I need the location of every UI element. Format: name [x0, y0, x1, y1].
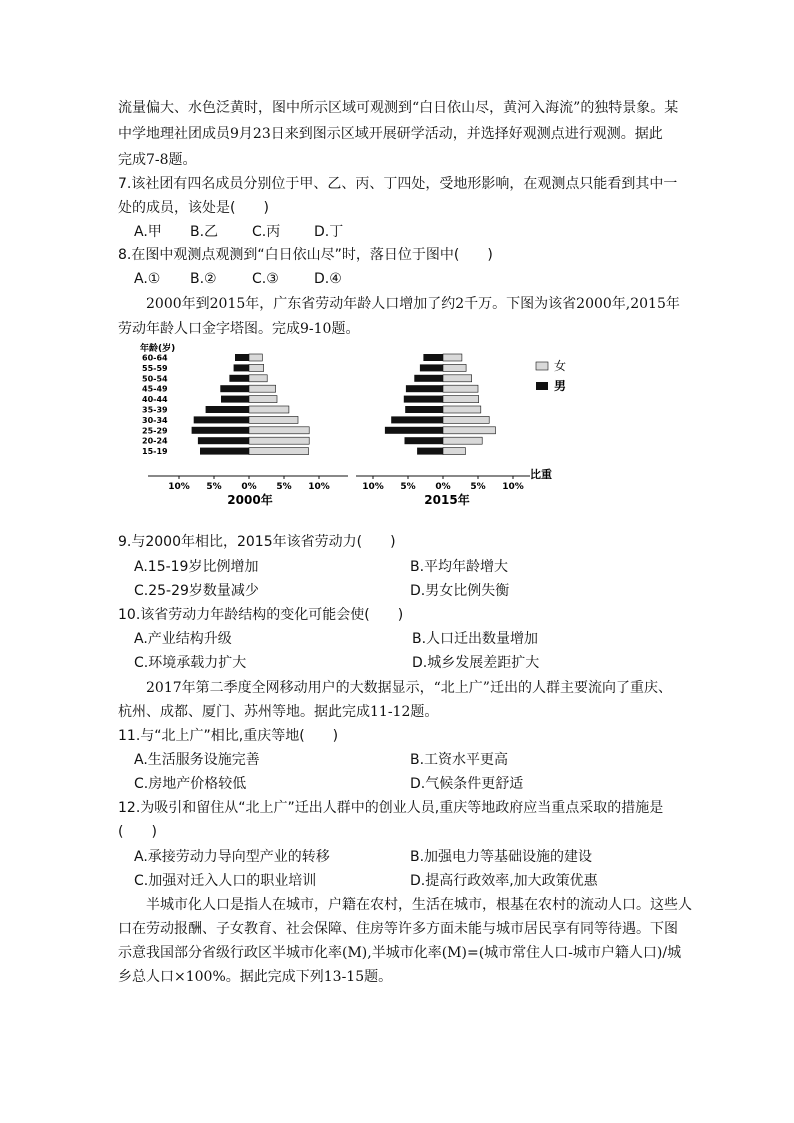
age-tick-label: 20-24 — [142, 436, 168, 446]
bar-female — [443, 437, 482, 444]
question-7-option-c[interactable]: C.丙 — [252, 224, 281, 240]
question-12-stem: 12.为吸引和留住从“北上广”迁出人群中的创业人员,重庆等地政府应当重点采取的措施是 — [118, 800, 664, 816]
pyramid-2015 — [385, 354, 496, 455]
x-tick-label: 10% — [308, 482, 330, 492]
age-tick-label: 30-34 — [142, 415, 168, 425]
question-7-option-d[interactable]: D.丁 — [314, 224, 344, 240]
bar-male — [404, 396, 443, 403]
bar-male — [423, 354, 443, 361]
bar-male — [220, 385, 249, 392]
bar-male — [221, 396, 249, 403]
question-12-option-b[interactable]: B.加强电力等基础设施的建设 — [410, 849, 593, 865]
bar-male — [405, 406, 443, 413]
bar-male — [405, 437, 444, 444]
intro-text-line: 半城市化人口是指人在城市，户籍在农村，生活在城市，根基在农村的流动人口。这些人 — [146, 897, 692, 913]
age-axis-label: 年龄(岁) — [140, 344, 176, 354]
bar-female — [249, 437, 309, 444]
bar-male — [414, 375, 443, 382]
bar-female — [443, 385, 478, 392]
bar-female — [443, 427, 496, 434]
question-10-option-b[interactable]: B.人口迁出数量增加 — [412, 631, 539, 647]
x-tick-label: 5% — [276, 482, 292, 492]
question-12-stem: ( ) — [118, 824, 157, 840]
bar-male — [385, 427, 443, 434]
bar-female — [443, 416, 489, 423]
bar-female — [443, 406, 481, 413]
age-tick-label: 60-64 — [142, 353, 168, 363]
legend-label-male: 男 — [554, 379, 567, 393]
age-tick-label: 45-49 — [142, 384, 168, 394]
bar-female — [249, 448, 309, 455]
intro-text-line: 2017年第二季度全网移动用户的大数据显示，“北上广”迁出的人群主要流向了重庆、 — [146, 680, 672, 696]
x-tick-labels-2000 — [168, 476, 330, 492]
x-tick-label: 5% — [206, 482, 222, 492]
age-tick-label: 40-44 — [142, 395, 168, 405]
question-9-option-c[interactable]: C.25-29岁数量减少 — [134, 583, 259, 599]
x-tick-label: 10% — [362, 482, 384, 492]
intro-text-line: 完成7-8题。 — [118, 152, 197, 168]
pyramid-2000 — [192, 354, 310, 455]
intro-text-line: 杭州、成都、厦门、苏州等地。据此完成11-12题。 — [118, 704, 439, 720]
age-tick-label: 35-39 — [142, 405, 168, 415]
age-tick-labels — [142, 354, 168, 457]
intro-text-line: 中学地理社团成员9月23日来到图示区域开展研学活动，并选择好观测点进行观测。据此 — [118, 126, 663, 142]
bar-female — [249, 416, 298, 423]
bar-male — [194, 416, 249, 423]
question-11-option-b[interactable]: B.工资水平更高 — [410, 752, 509, 768]
bar-female — [443, 396, 479, 403]
panel-title-2000: 2000年 — [227, 493, 273, 507]
intro-text-line: 2000年到2015年，广东省劳动年龄人口增加了约2千万。下图为该省2000年,2015年 — [146, 296, 680, 312]
intro-text-line: 口在劳动报酬、子女教育、社会保障、住房等许多方面未能与城市居民享有同等待遇。下图 — [118, 921, 678, 937]
bar-female — [249, 427, 309, 434]
bar-female — [443, 354, 462, 361]
question-11-option-d[interactable]: D.气候条件更舒适 — [410, 776, 524, 792]
question-9-option-a[interactable]: A.15-19岁比例增加 — [134, 559, 259, 575]
x-tick-label: 0% — [241, 482, 257, 492]
question-12-option-a[interactable]: A.承接劳动力导向型产业的转移 — [134, 849, 330, 865]
age-tick-label: 25-29 — [142, 426, 168, 436]
bar-male — [406, 385, 443, 392]
bar-female — [443, 375, 472, 382]
legend-swatch-male — [536, 382, 548, 390]
x-tick-label: 0% — [435, 482, 451, 492]
bar-female — [249, 354, 262, 361]
question-11-option-c[interactable]: C.房地产价格较低 — [134, 776, 247, 792]
question-7-option-b[interactable]: B.乙 — [190, 224, 219, 240]
question-9-option-b[interactable]: B.平均年龄增大 — [410, 559, 509, 575]
intro-text-line: 劳动年龄人口金字塔图。完成9-10题。 — [118, 321, 360, 337]
x-axis-label: 比重 — [530, 468, 552, 481]
age-tick-label: 55-59 — [142, 363, 168, 373]
x-tick-label: 10% — [502, 482, 524, 492]
bar-female — [443, 364, 466, 371]
intro-text-line: 乡总人口×100%。据此完成下列13-15题。 — [118, 969, 393, 985]
bar-male — [420, 364, 443, 371]
question-8-option-c[interactable]: C.③ — [252, 271, 279, 287]
age-tick-label: 15-19 — [142, 447, 168, 457]
panel-title-2015: 2015年 — [424, 493, 470, 507]
question-7-option-a[interactable]: A.甲 — [134, 224, 162, 240]
question-7-stem: 7.该社团有四名成员分别位于甲、乙、丙、丁四处，受地形影响，在观测点只能看到其中一 — [118, 176, 678, 192]
question-12-option-d[interactable]: D.提高行政效率,加大政策优惠 — [410, 873, 598, 889]
question-8-option-d[interactable]: D.④ — [314, 271, 342, 287]
question-9-stem: 9.与2000年相比，2015年该省劳动力( ) — [118, 534, 396, 550]
bar-female — [249, 385, 276, 392]
legend-label-female: 女 — [554, 359, 567, 373]
question-10-option-c[interactable]: C.环境承载力扩大 — [134, 655, 247, 671]
bar-female — [443, 448, 465, 455]
question-8-stem: 8.在图中观测点观测到“白日依山尽”时，落日位于图中( ) — [118, 247, 493, 263]
bar-male — [206, 406, 249, 413]
bar-female — [249, 406, 289, 413]
question-10-option-a[interactable]: A.产业结构升级 — [134, 631, 232, 647]
question-12-option-c[interactable]: C.加强对迁入人口的职业培训 — [134, 873, 317, 889]
population-pyramid-chart — [118, 336, 578, 516]
x-tick-label: 5% — [470, 482, 486, 492]
question-11-stem: 11.与“北上广”相比,重庆等地( ) — [118, 728, 339, 744]
question-7-stem: 处的成员，该处是( ) — [118, 200, 269, 216]
bar-male — [192, 427, 249, 434]
x-tick-label: 10% — [168, 482, 190, 492]
x-tick-label: 5% — [400, 482, 416, 492]
question-8-option-a[interactable]: A.① — [134, 271, 161, 287]
age-tick-label: 50-54 — [142, 374, 168, 384]
intro-text-line: 示意我国部分省级行政区半城市化率(M),半城市化率(M)=(城市常住人口-城市户籍人口)/城 — [118, 945, 682, 961]
question-11-option-a[interactable]: A.生活服务设施完善 — [134, 752, 260, 768]
intro-text-line: 流量偏大、水色泛黄时，图中所示区域可观测到“白日依山尽，黄河入海流”的独特景象。某 — [118, 100, 679, 116]
bar-female — [249, 396, 277, 403]
bar-female — [249, 364, 264, 371]
bar-male — [198, 437, 249, 444]
bar-male — [200, 448, 249, 455]
question-8-option-b[interactable]: B.② — [190, 271, 217, 287]
bar-male — [417, 448, 443, 455]
legend-swatch-female — [536, 362, 548, 370]
bar-male — [235, 354, 249, 361]
bar-male — [229, 375, 249, 382]
bar-male — [391, 416, 443, 423]
bar-male — [234, 364, 249, 371]
bar-female — [249, 375, 267, 382]
x-tick-labels-2015 — [362, 476, 524, 492]
question-9-option-d[interactable]: D.男女比例失衡 — [410, 583, 510, 599]
question-10-option-d[interactable]: D.城乡发展差距扩大 — [412, 655, 540, 671]
question-10-stem: 10.该省劳动力年龄结构的变化可能会使( ) — [118, 607, 404, 623]
